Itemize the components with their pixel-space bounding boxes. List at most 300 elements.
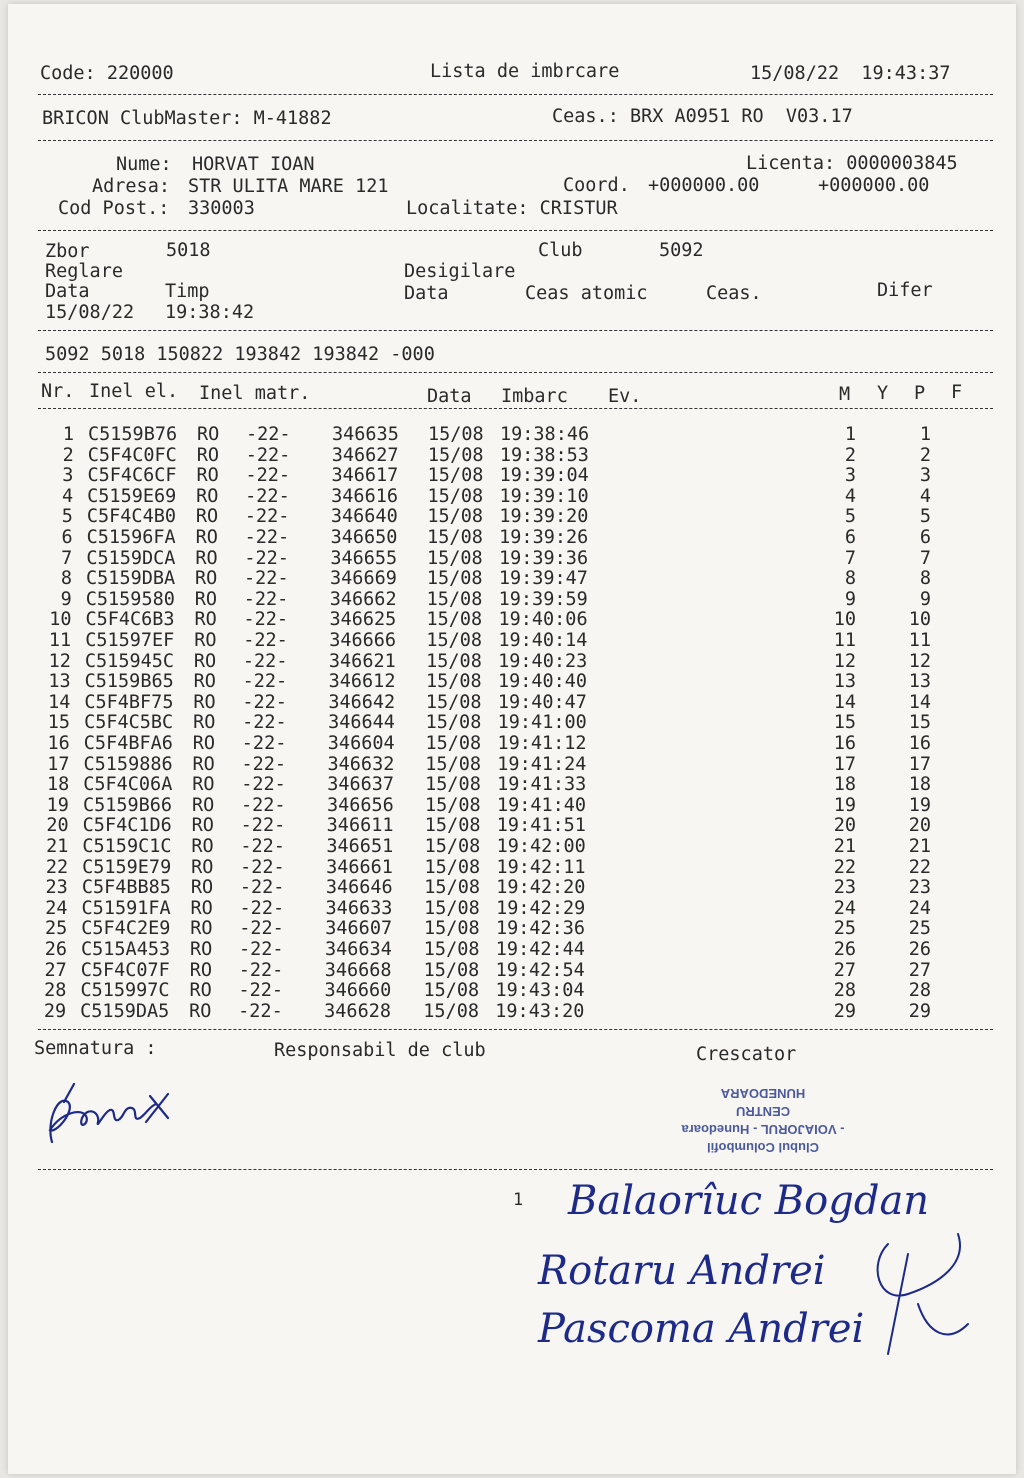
ring-number: 346625 bbox=[329, 609, 397, 631]
ring-country: RO bbox=[195, 506, 219, 528]
rank-p: 8 bbox=[919, 568, 931, 590]
rank-m: 3 bbox=[844, 465, 856, 487]
ring-electronic: C5F4C06A bbox=[83, 774, 173, 796]
rank-p: 16 bbox=[908, 733, 931, 754]
ring-number: 346611 bbox=[326, 815, 394, 837]
ring-electronic: C51591FA bbox=[81, 897, 171, 919]
ring-year: -22- bbox=[245, 444, 291, 466]
ring-number: 346660 bbox=[324, 980, 392, 1002]
arrival-time: 19:39:47 bbox=[498, 568, 588, 590]
arrival-date: 15/08 bbox=[424, 836, 481, 857]
paper-sheet bbox=[8, 4, 1016, 1474]
ring-country: RO bbox=[193, 650, 217, 672]
ring-number: 346666 bbox=[329, 630, 397, 651]
coord-label: Coord. bbox=[563, 175, 630, 196]
row-nr: 18 bbox=[46, 774, 70, 796]
arrival-time: 19:40:23 bbox=[498, 650, 588, 672]
rank-m: 29 bbox=[833, 1000, 856, 1022]
ring-year: -22- bbox=[245, 465, 290, 487]
divider bbox=[38, 1029, 993, 1030]
ring-country: RO bbox=[196, 444, 219, 466]
arrival-time: 19:42:54 bbox=[495, 959, 585, 981]
col-p: P bbox=[914, 383, 926, 404]
ring-electronic: C5159E69 bbox=[87, 485, 177, 507]
license-number: Licenta: 0000003845 bbox=[746, 153, 958, 174]
codpost-label: Cod Post.: bbox=[58, 198, 170, 219]
coord-lat: +000000.00 bbox=[648, 175, 760, 196]
ring-year: -22- bbox=[242, 671, 288, 693]
ring-country: RO bbox=[190, 918, 213, 940]
ring-country: RO bbox=[196, 485, 219, 507]
rank-p: 15 bbox=[908, 712, 931, 734]
ring-country: RO bbox=[192, 733, 216, 754]
ring-number: 346651 bbox=[326, 836, 394, 857]
arrival-date: 15/08 bbox=[428, 424, 484, 445]
arrival-date: 15/08 bbox=[425, 774, 481, 796]
ring-year: -22- bbox=[242, 650, 288, 672]
ring-year: -22- bbox=[244, 527, 290, 548]
ring-country: RO bbox=[195, 547, 218, 569]
ring-electronic: C5F4C6CF bbox=[87, 465, 177, 487]
ring-electronic: C5159C1C bbox=[82, 836, 172, 857]
ring-number: 346612 bbox=[328, 671, 396, 693]
ring-number: 346604 bbox=[327, 733, 395, 754]
arrival-time: 19:42:11 bbox=[496, 856, 586, 878]
divider bbox=[38, 1169, 993, 1170]
coord-lon: +000000.00 bbox=[818, 175, 930, 196]
ring-electronic: C5F4C6B3 bbox=[85, 609, 175, 631]
row-nr: 16 bbox=[47, 733, 70, 754]
ring-country: RO bbox=[190, 877, 214, 899]
ring-country: RO bbox=[192, 774, 215, 796]
stamp-line: HUNEDOARA bbox=[720, 1086, 806, 1101]
rank-m: 24 bbox=[833, 897, 856, 919]
rank-p: 23 bbox=[908, 877, 931, 899]
arrival-date: 15/08 bbox=[425, 671, 482, 693]
club-stamp bbox=[648, 1066, 878, 1156]
rank-p: 22 bbox=[908, 856, 931, 878]
ring-number: 346607 bbox=[325, 918, 393, 940]
rank-m: 18 bbox=[833, 774, 856, 796]
arrival-time: 19:42:44 bbox=[495, 939, 585, 960]
arrival-time: 19:42:20 bbox=[496, 877, 586, 899]
rank-m: 27 bbox=[833, 959, 856, 981]
rank-p: 21 bbox=[908, 836, 931, 857]
arrival-time: 19:40:40 bbox=[497, 671, 588, 693]
arrival-time: 19:42:36 bbox=[495, 918, 586, 940]
ring-year: -22- bbox=[245, 485, 290, 507]
rank-p: 5 bbox=[919, 506, 931, 528]
arrival-time: 19:39:10 bbox=[499, 485, 589, 507]
col-inel-el: Inel el. bbox=[89, 381, 179, 402]
row-nr: 3 bbox=[62, 465, 74, 487]
ring-year: -22- bbox=[239, 877, 285, 899]
ring-year: -22- bbox=[241, 774, 286, 796]
ring-number: 346635 bbox=[332, 424, 399, 445]
arrival-date: 15/08 bbox=[426, 650, 482, 672]
reglare-time: 19:38:42 bbox=[165, 302, 255, 323]
row-nr: 22 bbox=[45, 856, 69, 878]
rank-m: 15 bbox=[833, 712, 856, 734]
col-data: Data bbox=[427, 386, 472, 407]
rank-m: 23 bbox=[833, 877, 856, 899]
divider bbox=[38, 94, 993, 95]
ring-year: -22- bbox=[246, 424, 291, 445]
arrival-time: 19:39:20 bbox=[499, 506, 589, 528]
ring-electronic: C5159B66 bbox=[82, 794, 173, 816]
ring-electronic: C5F4C1D6 bbox=[82, 815, 172, 837]
row-nr: 15 bbox=[47, 712, 71, 734]
ring-number: 346661 bbox=[326, 856, 393, 878]
ring-number: 346628 bbox=[324, 1000, 391, 1022]
col-ev: Ev. bbox=[608, 386, 642, 407]
rank-p: 4 bbox=[919, 485, 931, 507]
row-nr: 24 bbox=[45, 897, 68, 919]
arrival-date: 15/08 bbox=[427, 485, 484, 507]
ring-electronic: C5F4C2E9 bbox=[81, 918, 171, 940]
signature-label: Semnatura : bbox=[34, 1038, 157, 1059]
arrival-date: 15/08 bbox=[424, 794, 481, 816]
breeder-signature bbox=[38, 1072, 188, 1162]
arrival-time: 19:39:04 bbox=[499, 465, 589, 487]
arrival-date: 15/08 bbox=[423, 918, 480, 940]
row-nr: 11 bbox=[48, 630, 72, 651]
ring-number: 346627 bbox=[331, 444, 399, 466]
rank-p: 9 bbox=[919, 588, 931, 610]
ring-electronic: C5F4BF75 bbox=[84, 691, 174, 713]
postal-code: 330003 bbox=[188, 198, 255, 219]
nume-label: Nume: bbox=[116, 154, 172, 175]
arrival-time: 19:38:46 bbox=[500, 424, 590, 445]
ring-year: -22- bbox=[240, 794, 286, 816]
ring-year: -22- bbox=[243, 630, 288, 651]
ring-year: -22- bbox=[240, 856, 285, 878]
col-inel-matr: Inel matr. bbox=[199, 383, 311, 404]
ring-country: RO bbox=[196, 465, 219, 487]
summary-code-line: 5092 5018 150822 193842 193842 -000 bbox=[45, 344, 435, 365]
stamp-line: - VOIAJORUL - Hunedoara bbox=[681, 1122, 845, 1137]
rank-p: 1 bbox=[919, 424, 931, 445]
ring-country: RO bbox=[195, 527, 218, 548]
ring-country: RO bbox=[189, 959, 212, 981]
rank-m: 26 bbox=[833, 939, 856, 960]
row-nr: 19 bbox=[46, 794, 69, 816]
atomic-clock-label: Ceas atomic bbox=[525, 283, 648, 304]
rank-m: 5 bbox=[844, 506, 856, 528]
ring-year: -22- bbox=[239, 918, 284, 940]
ring-electronic: C5F4C4B0 bbox=[86, 506, 176, 528]
handwritten-name-3: Pascoma Andrei bbox=[538, 1306, 865, 1352]
ring-country: RO bbox=[191, 815, 214, 837]
rank-p: 28 bbox=[908, 980, 931, 1002]
ring-year: -22- bbox=[244, 506, 290, 528]
rank-p: 18 bbox=[908, 774, 931, 796]
rank-p: 7 bbox=[919, 547, 931, 569]
data-label-2: Data bbox=[404, 283, 449, 304]
row-nr: 23 bbox=[45, 877, 68, 899]
col-m: M bbox=[839, 384, 851, 405]
rank-p: 13 bbox=[908, 671, 931, 693]
desigilare-label: Desigilare bbox=[404, 261, 516, 282]
arrival-time: 19:42:00 bbox=[496, 836, 586, 857]
row-nr: 17 bbox=[47, 753, 70, 775]
row-nr: 13 bbox=[48, 671, 71, 693]
ring-year: -22- bbox=[243, 588, 289, 610]
divider bbox=[38, 330, 993, 331]
ring-number: 346656 bbox=[326, 794, 394, 816]
rank-m: 1 bbox=[844, 424, 856, 445]
rank-m: 8 bbox=[844, 568, 856, 590]
rank-m: 16 bbox=[833, 733, 856, 754]
ring-number: 346668 bbox=[324, 959, 392, 981]
col-y: Y bbox=[877, 383, 889, 404]
rank-m: 12 bbox=[833, 650, 856, 672]
ring-number: 346633 bbox=[325, 897, 393, 919]
ring-number: 346640 bbox=[330, 506, 398, 528]
clock-id: Ceas.: BRX A0951 RO V03.17 bbox=[552, 106, 853, 127]
breeder-label: Crescator bbox=[696, 1044, 797, 1065]
rank-m: 10 bbox=[833, 609, 856, 631]
arrival-date: 15/08 bbox=[426, 630, 483, 651]
ring-number: 346662 bbox=[329, 588, 397, 610]
ring-electronic: C5159DA5 bbox=[80, 1000, 170, 1022]
code-label: Code: 220000 bbox=[40, 63, 174, 84]
rank-m: 13 bbox=[833, 671, 856, 693]
ring-country: RO bbox=[197, 424, 220, 445]
row-nr: 9 bbox=[60, 588, 72, 610]
ring-number: 346669 bbox=[330, 568, 397, 590]
divider bbox=[38, 408, 993, 409]
row-nr: 20 bbox=[46, 815, 69, 837]
ring-country: RO bbox=[191, 856, 214, 878]
rank-m: 20 bbox=[833, 815, 856, 837]
ring-electronic: C5159580 bbox=[85, 588, 175, 610]
ring-country: RO bbox=[193, 712, 216, 734]
arrival-time: 19:43:04 bbox=[495, 980, 585, 1002]
rank-p: 20 bbox=[908, 815, 931, 837]
arrival-date: 15/08 bbox=[425, 753, 481, 775]
rank-p: 11 bbox=[908, 630, 931, 651]
rank-p: 29 bbox=[908, 1000, 931, 1022]
rank-m: 21 bbox=[833, 836, 856, 857]
club-label: Club bbox=[538, 240, 583, 261]
arrival-date: 15/08 bbox=[427, 444, 484, 466]
rank-m: 28 bbox=[833, 980, 856, 1002]
row-nr: 26 bbox=[44, 939, 67, 960]
ring-country: RO bbox=[191, 794, 215, 816]
arrival-time: 19:40:06 bbox=[498, 609, 588, 631]
ring-country: RO bbox=[191, 836, 214, 857]
handwritten-name-2: Rotaru Andrei bbox=[538, 1248, 826, 1294]
ring-year: -22- bbox=[242, 712, 287, 734]
ring-year: -22- bbox=[244, 568, 289, 590]
stamp-line: Clubul Columbofil bbox=[707, 1140, 819, 1155]
ring-year: -22- bbox=[238, 980, 283, 1002]
row-nr: 10 bbox=[49, 609, 72, 631]
arrival-time: 19:39:36 bbox=[498, 547, 589, 569]
row-nr: 8 bbox=[60, 568, 73, 590]
ring-number: 346621 bbox=[328, 650, 396, 672]
divider bbox=[38, 230, 993, 231]
row-nr: 29 bbox=[43, 1000, 67, 1022]
ring-year: -22- bbox=[240, 836, 285, 857]
arrival-date: 15/08 bbox=[423, 959, 480, 981]
ring-electronic: C5F4C0FC bbox=[87, 444, 177, 466]
reglare-date: 15/08/22 bbox=[45, 302, 135, 323]
ring-number: 346616 bbox=[331, 485, 398, 507]
rank-p: 25 bbox=[908, 918, 931, 940]
ring-year: -22- bbox=[243, 609, 289, 631]
ring-electronic: C5159E79 bbox=[82, 856, 172, 878]
arrival-date: 15/08 bbox=[427, 527, 483, 548]
ring-number: 346646 bbox=[325, 877, 393, 899]
print-datetime: 15/08/22 19:43:37 bbox=[750, 63, 951, 84]
row-nr: 1 bbox=[62, 424, 74, 445]
row-nr: 12 bbox=[48, 650, 71, 672]
ring-year: -22- bbox=[238, 959, 284, 981]
owner-name: HORVAT IOAN bbox=[192, 154, 315, 175]
arrival-date: 15/08 bbox=[426, 547, 483, 569]
ring-number: 346632 bbox=[327, 753, 395, 775]
arrival-date: 15/08 bbox=[426, 568, 483, 590]
rank-m: 11 bbox=[833, 630, 856, 651]
arrival-date: 15/08 bbox=[424, 856, 481, 878]
ring-country: RO bbox=[189, 980, 212, 1002]
ring-number: 346617 bbox=[331, 465, 399, 487]
arrival-time: 19:40:47 bbox=[497, 691, 587, 713]
arrival-date: 15/08 bbox=[427, 506, 484, 528]
row-nr: 5 bbox=[61, 506, 73, 528]
ring-country: RO bbox=[194, 630, 217, 651]
arrival-date: 15/08 bbox=[424, 877, 480, 899]
ring-year: -22- bbox=[242, 691, 287, 713]
club-number: 5092 bbox=[659, 240, 704, 261]
ring-number: 346634 bbox=[325, 939, 392, 960]
row-nr: 7 bbox=[61, 547, 73, 569]
rank-p: 17 bbox=[908, 753, 931, 775]
ring-electronic: C515A453 bbox=[81, 939, 171, 960]
arrival-date: 15/08 bbox=[425, 691, 482, 713]
rank-m: 6 bbox=[844, 527, 856, 548]
row-nr: 14 bbox=[48, 691, 71, 713]
rank-p: 6 bbox=[919, 527, 931, 548]
adresa-label: Adresa: bbox=[92, 176, 170, 197]
arrival-time: 19:38:53 bbox=[499, 444, 589, 466]
ring-electronic: C51596FA bbox=[86, 527, 176, 548]
reglare-label: Reglare bbox=[45, 261, 123, 282]
ring-electronic: C5159B76 bbox=[88, 424, 178, 445]
ring-electronic: C5F4BB85 bbox=[81, 877, 171, 899]
rank-m: 17 bbox=[833, 753, 856, 775]
rank-m: 19 bbox=[833, 794, 856, 816]
col-nr: Nr. bbox=[41, 381, 75, 402]
ring-country: RO bbox=[195, 568, 218, 590]
arrival-time: 19:39:59 bbox=[498, 588, 588, 610]
locality: Localitate: CRISTUR bbox=[406, 198, 618, 219]
handwritten-names bbox=[528, 1174, 988, 1374]
arrival-date: 15/08 bbox=[424, 815, 481, 837]
row-nr: 21 bbox=[46, 836, 69, 857]
ring-electronic: C51597EF bbox=[85, 630, 175, 651]
ring-country: RO bbox=[190, 897, 213, 919]
clock-label: Ceas. bbox=[706, 283, 762, 304]
ring-electronic: C5159886 bbox=[83, 753, 173, 775]
rank-m: 14 bbox=[833, 691, 856, 713]
ring-electronic: C5159DCA bbox=[86, 547, 176, 569]
ring-country: RO bbox=[194, 609, 217, 631]
owner-address: STR ULITA MARE 121 bbox=[188, 176, 389, 197]
rank-p: 3 bbox=[919, 465, 931, 487]
document-title: Lista de imbrcare bbox=[430, 61, 620, 82]
row-nr: 27 bbox=[44, 959, 67, 981]
ring-country: RO bbox=[192, 753, 215, 775]
difference-label: Difer bbox=[877, 280, 933, 301]
arrival-time: 19:41:33 bbox=[497, 774, 587, 796]
arrival-time: 19:42:29 bbox=[496, 897, 586, 919]
row-nr: 28 bbox=[44, 980, 67, 1002]
arrival-time: 19:41:00 bbox=[497, 712, 587, 734]
row-nr: 2 bbox=[62, 444, 74, 466]
rank-m: 4 bbox=[844, 485, 856, 507]
arrival-date: 15/08 bbox=[426, 609, 483, 631]
handwritten-signature-scribble bbox=[878, 1234, 968, 1354]
arrival-time: 19:41:24 bbox=[497, 753, 587, 775]
timp-label: Timp bbox=[165, 281, 210, 302]
arrival-time: 19:39:26 bbox=[499, 527, 589, 548]
rank-m: 9 bbox=[844, 588, 856, 610]
ring-number: 346655 bbox=[330, 547, 398, 569]
ring-year: -22- bbox=[241, 733, 287, 754]
ring-country: RO bbox=[193, 691, 216, 713]
arrival-time: 19:40:14 bbox=[498, 630, 588, 651]
ring-country: RO bbox=[190, 939, 213, 960]
arrival-time: 19:41:12 bbox=[497, 733, 587, 754]
ring-country: RO bbox=[189, 1000, 212, 1022]
ring-year: -22- bbox=[244, 547, 289, 569]
ring-number: 346644 bbox=[328, 712, 395, 734]
arrival-date: 15/08 bbox=[424, 897, 480, 919]
arrival-date: 15/08 bbox=[423, 980, 480, 1002]
row-nr: 4 bbox=[62, 485, 74, 507]
ring-country: RO bbox=[193, 671, 216, 693]
zbor-label: Zbor bbox=[45, 241, 90, 262]
rank-m: 25 bbox=[833, 918, 856, 940]
ring-electronic: C5F4C5BC bbox=[84, 712, 174, 734]
rank-p: 14 bbox=[908, 691, 931, 713]
arrival-date: 15/08 bbox=[423, 939, 480, 960]
ring-electronic: C515945C bbox=[84, 650, 175, 672]
rank-p: 26 bbox=[908, 939, 931, 960]
rank-p: 27 bbox=[908, 959, 931, 981]
rank-p: 24 bbox=[908, 897, 931, 919]
arrival-date: 15/08 bbox=[426, 588, 483, 610]
flight-number: 5018 bbox=[166, 240, 211, 261]
rank-m: 7 bbox=[844, 547, 856, 569]
ring-year: -22- bbox=[239, 939, 284, 960]
arrival-date: 15/08 bbox=[425, 712, 482, 734]
arrival-time: 19:41:40 bbox=[496, 794, 587, 816]
arrival-date: 15/08 bbox=[427, 465, 484, 487]
ring-number: 346637 bbox=[327, 774, 395, 796]
ring-electronic: C5F4BFA6 bbox=[83, 733, 173, 754]
clubmaster-id: BRICON ClubMaster: M-41882 bbox=[42, 108, 332, 129]
arrival-time: 19:41:51 bbox=[496, 815, 586, 837]
ring-number: 346642 bbox=[328, 691, 396, 713]
col-imbarc: Imbarc bbox=[501, 386, 568, 407]
divider bbox=[38, 140, 993, 141]
rank-p: 10 bbox=[908, 609, 931, 631]
row-nr: 25 bbox=[44, 918, 68, 940]
